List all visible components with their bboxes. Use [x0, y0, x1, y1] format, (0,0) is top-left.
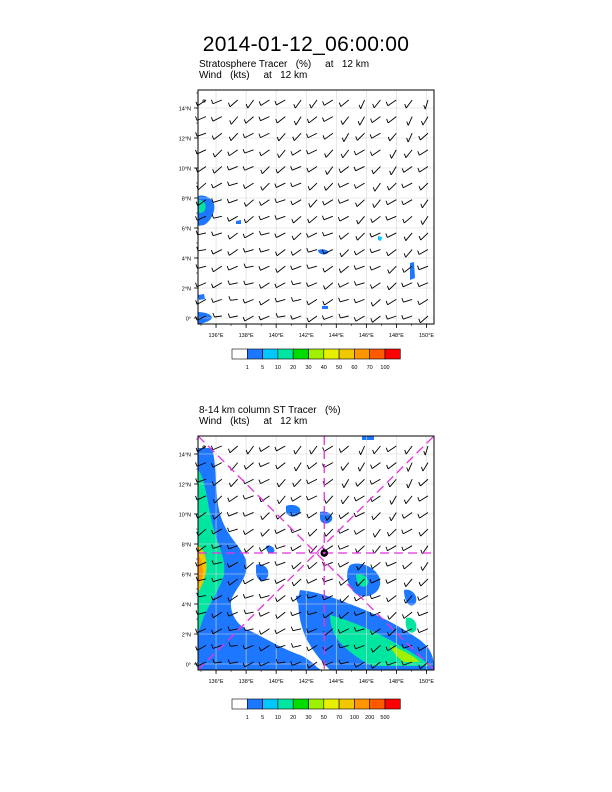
wind-barb-flag — [292, 582, 294, 586]
wind-barb-flag — [338, 563, 340, 567]
wind-barb — [326, 529, 333, 536]
wind-barb — [293, 629, 301, 631]
wind-barb — [260, 612, 269, 616]
wind-barb-flag — [291, 497, 293, 501]
lon-tick-label: 136°E — [208, 333, 224, 339]
wind-barb — [324, 463, 333, 468]
wind-barb-flag — [246, 450, 248, 454]
wind-barb — [356, 529, 365, 534]
wind-barb — [229, 529, 238, 532]
wind-barb-flag — [388, 483, 390, 487]
wind-barb — [261, 446, 270, 451]
wind-barb — [342, 596, 349, 603]
colorbar-label: 100 — [380, 365, 390, 371]
wind-barb — [276, 579, 285, 584]
wind-barb — [357, 546, 365, 553]
wind-barb-flag — [387, 465, 389, 469]
wind-barb — [388, 446, 397, 452]
wind-barb-flag — [402, 530, 404, 534]
wind-barb — [292, 496, 301, 501]
wind-barb-flag — [339, 515, 341, 519]
wind-barb-flag — [404, 500, 406, 504]
wind-barb — [344, 479, 349, 488]
wind-barb-flag — [354, 497, 356, 501]
wind-barb — [246, 562, 254, 569]
wind-barb-flag — [307, 514, 309, 518]
wind-barb-flag — [259, 447, 261, 451]
wind-barb — [261, 629, 270, 635]
colorbar-label: 40 — [320, 365, 327, 371]
wind-barb-flag — [259, 480, 261, 484]
lat-tick-label: 4°N — [181, 256, 191, 263]
wind-barb — [261, 596, 270, 599]
wind-barb — [404, 562, 412, 569]
wind-barb — [246, 546, 254, 553]
wind-barb — [276, 446, 285, 451]
wind-barb-flag — [291, 643, 293, 647]
colorbar-swatch — [324, 699, 339, 709]
wind-barb-flag — [402, 514, 404, 518]
wind-barb-flag — [196, 514, 198, 518]
wind-barb — [340, 562, 349, 567]
colorbar-swatch — [339, 699, 354, 709]
wind-barb-flag — [196, 496, 198, 500]
wind-barb — [372, 479, 381, 484]
wind-barb — [293, 645, 301, 647]
wind-barb — [343, 463, 349, 471]
wind-barb-flag — [196, 610, 198, 614]
wind-barb-flag — [243, 531, 245, 535]
wind-barb-flag — [228, 449, 230, 453]
wind-barb-flag — [354, 597, 356, 601]
lat-tick-label: 10°N — [178, 512, 191, 519]
colorbar-label: 70 — [366, 365, 373, 371]
wind-barb — [388, 463, 396, 469]
wind-barb-flag — [373, 450, 375, 454]
wind-barb-flag — [196, 646, 198, 650]
wind-barb — [406, 446, 412, 454]
wind-barb-flag — [259, 612, 261, 616]
lon-tick-label: 140°E — [268, 679, 284, 685]
wind-barb — [375, 529, 381, 537]
wind-barb — [294, 479, 301, 486]
panel1-subtitle-tracer: Stratosphere Tracer (%) at 12 km — [199, 59, 370, 70]
wind-barb-flag — [354, 513, 356, 517]
wind-barb — [389, 612, 396, 619]
colorbar-label: 60 — [351, 365, 358, 371]
wind-barb-flag — [277, 483, 279, 487]
wind-barb — [361, 446, 365, 455]
wind-barb-flag — [356, 482, 358, 486]
wind-barb-flag — [418, 612, 420, 616]
wind-barb-flag — [404, 599, 406, 603]
lon-tick-label: 142°E — [298, 679, 314, 685]
wind-barb-flag — [196, 448, 198, 452]
wind-barb — [279, 496, 285, 504]
wind-barb — [277, 612, 285, 618]
wind-barb — [277, 463, 285, 469]
colorbar-swatch — [385, 699, 400, 709]
wind-barb-flag — [278, 500, 280, 504]
wind-barb-flag — [294, 467, 296, 471]
wind-barb — [356, 496, 365, 501]
wind-barb — [276, 546, 285, 549]
wind-barb-flag — [339, 449, 341, 453]
wind-barb — [420, 479, 428, 486]
wind-barb — [406, 579, 412, 587]
wind-barb — [390, 479, 397, 487]
colorbar-swatch — [247, 699, 262, 709]
wind-barb — [372, 463, 380, 469]
colorbar-label: 50 — [320, 715, 327, 721]
lat-tick-label: 12°N — [178, 136, 191, 143]
colorbar-swatch — [278, 699, 293, 709]
wind-barb-flag — [424, 451, 426, 455]
wind-barb — [276, 629, 285, 634]
wind-barb — [391, 496, 396, 505]
wind-barb — [408, 463, 412, 472]
wind-barb — [421, 579, 428, 586]
colorbar-label: 20 — [290, 715, 297, 721]
colorbar-label: 70 — [336, 715, 343, 721]
wind-barb — [404, 612, 412, 618]
lat-tick-label: 6°N — [181, 226, 191, 233]
wind-barb-flag — [403, 565, 405, 569]
lat-tick-label: 14°N — [178, 452, 191, 459]
lon-tick-label: 148°E — [388, 679, 404, 685]
wind-barb — [343, 496, 349, 504]
wind-barb-flag — [390, 500, 392, 504]
tracer-cell-green — [406, 618, 417, 633]
wind-barb-flag — [342, 484, 344, 488]
wind-barb — [308, 512, 317, 518]
wind-barb — [296, 463, 301, 471]
wind-barb-flag — [386, 562, 388, 566]
lat-tick-label: 10°N — [178, 166, 191, 173]
wind-barb-flag — [243, 495, 245, 499]
wind-barb — [309, 562, 317, 569]
wind-barb — [372, 562, 380, 568]
wind-barb — [421, 529, 428, 536]
lat-tick-label: 0° — [185, 662, 191, 669]
wind-barb-flag — [407, 467, 409, 471]
wind-barb — [324, 579, 333, 582]
wind-barb — [373, 512, 380, 519]
wind-barb — [308, 496, 317, 500]
wind-barb — [388, 596, 396, 602]
wind-barb — [260, 562, 269, 566]
wind-barb-flag — [418, 597, 420, 601]
wind-barb — [387, 546, 396, 551]
lat-tick-label: 4°N — [181, 602, 191, 609]
wind-barb — [213, 446, 222, 450]
colorbar-label: 200 — [365, 715, 375, 721]
wind-barb-flag — [228, 528, 230, 532]
wind-barb — [310, 546, 317, 554]
wind-barb-flag — [307, 465, 309, 469]
colorbar-label: 5 — [261, 365, 265, 371]
lon-tick-label: 144°E — [328, 679, 344, 685]
lon-tick-label: 150°E — [418, 679, 435, 685]
colorbar-label: 50 — [336, 365, 343, 371]
panel2-subtitle-wind: Wind (kts) at 12 km — [199, 416, 308, 427]
wind-barb-flag — [402, 547, 404, 551]
wind-barb-flag — [292, 565, 294, 569]
wind-barb — [341, 512, 349, 518]
wind-barb — [292, 546, 301, 551]
wind-barb-flag — [405, 450, 407, 454]
wind-barb — [374, 546, 380, 554]
wind-barb-flag — [244, 548, 246, 552]
wind-barb-flag — [418, 629, 420, 633]
wind-barb — [294, 579, 301, 586]
wind-barb-flag — [419, 532, 421, 536]
wind-barb — [326, 496, 333, 504]
wind-barb-flag — [196, 577, 198, 581]
wind-barb-flag — [339, 581, 341, 585]
wind-barb-flag — [370, 480, 372, 484]
wind-barb — [248, 446, 254, 454]
wind-barb — [229, 496, 237, 502]
wind-barb — [357, 479, 364, 486]
colorbar-label: 10 — [274, 365, 281, 371]
wind-barb — [423, 463, 428, 471]
wind-barb-flag — [291, 612, 293, 616]
wind-barb-flag — [341, 467, 343, 471]
wind-barb-flag — [243, 594, 245, 598]
lon-tick-label: 142°E — [298, 333, 314, 339]
wind-barb-flag — [259, 463, 261, 467]
wind-barb-flag — [407, 484, 409, 488]
wind-barb — [260, 463, 269, 467]
lat-tick-label: 12°N — [178, 482, 191, 489]
wind-barb — [308, 479, 317, 484]
wind-barb — [374, 446, 380, 454]
wind-barb — [422, 562, 428, 570]
colorbar-swatch — [232, 699, 247, 709]
wind-barb — [403, 546, 412, 551]
colorbar-swatch — [293, 699, 308, 709]
wind-barb — [277, 596, 285, 602]
wind-barb-flag — [196, 629, 198, 633]
wind-barb — [340, 546, 349, 550]
wind-barb — [276, 529, 285, 533]
wind-barb-flag — [386, 448, 388, 452]
wind-barb-flag — [293, 483, 295, 487]
wind-barb — [246, 463, 254, 470]
wind-barb-flag — [421, 467, 423, 471]
lon-tick-label: 136°E — [208, 679, 224, 685]
wind-barb — [389, 529, 396, 536]
wind-barb — [408, 479, 412, 488]
colorbar-swatch — [309, 699, 324, 709]
wind-barb — [403, 529, 412, 534]
wind-barb-flag — [228, 498, 230, 502]
lat-tick-label: 0° — [185, 316, 191, 323]
page-title: 2014-01-12_06:00:00 — [202, 33, 410, 56]
lon-tick-label: 140°E — [268, 333, 284, 339]
colorbar-label: 1 — [245, 715, 249, 721]
wind-barb-flag — [259, 548, 261, 552]
wind-barb — [230, 446, 238, 453]
wind-barb-flag — [291, 597, 293, 601]
wind-barb — [360, 463, 365, 472]
wind-barb-flag — [307, 647, 309, 651]
wind-barb-flag — [196, 478, 198, 482]
wind-barb-flag — [196, 562, 198, 566]
panel2-subtitle-tracer: 8-14 km column ST Tracer (%) — [199, 405, 341, 416]
wind-barb-flag — [418, 497, 420, 501]
wind-barb-flag — [356, 549, 358, 553]
wind-barb-flag — [354, 530, 356, 534]
wind-barb-flag — [387, 532, 389, 536]
tracer-cell — [286, 505, 300, 517]
lon-tick-label: 138°E — [238, 333, 254, 339]
wind-barb — [406, 496, 412, 504]
wind-barb-flag — [419, 582, 421, 586]
wind-barb-flag — [390, 517, 392, 521]
lat-tick-label: 8°N — [181, 542, 191, 549]
wind-barb-flag — [338, 545, 340, 549]
wind-barb — [310, 529, 317, 536]
wind-barb-flag — [388, 615, 390, 619]
panel2-colorbar — [0, 690, 612, 730]
wind-barb-flag — [261, 516, 263, 520]
wind-barb — [262, 512, 269, 519]
wind-barb-flag — [229, 483, 231, 487]
lat-tick-label: 2°N — [181, 286, 191, 293]
wind-barb-flag — [310, 450, 312, 454]
wind-barb-flag — [418, 514, 420, 518]
wind-barb — [262, 529, 269, 536]
wind-barb-flag — [244, 610, 246, 614]
colorbar-label: 500 — [380, 715, 390, 721]
wind-barb — [309, 463, 317, 469]
colorbar-swatch — [370, 699, 385, 709]
colorbar-label: 20 — [290, 365, 297, 371]
lon-tick-label: 144°E — [328, 333, 344, 339]
wind-barb-flag — [291, 627, 293, 631]
wind-barb — [276, 562, 285, 565]
wind-barb — [325, 479, 333, 485]
wind-barb — [387, 579, 396, 584]
wind-barb — [404, 512, 412, 518]
wind-barb — [340, 529, 349, 533]
lat-tick-label: 14°N — [178, 106, 191, 113]
colorbar-label: 30 — [305, 365, 312, 371]
wind-barb — [246, 612, 254, 614]
wind-barb — [387, 562, 396, 566]
wind-barb — [261, 496, 269, 502]
lon-tick-label: 146°E — [358, 679, 374, 685]
wind-barb-flag — [371, 465, 373, 469]
wind-barb-flag — [373, 533, 375, 537]
wind-barb-flag — [307, 496, 309, 500]
wind-barb-flag — [294, 450, 296, 454]
wind-barb-flag — [308, 565, 310, 569]
wind-barb — [279, 479, 286, 487]
lon-tick-label: 148°E — [388, 333, 404, 339]
colorbar-swatch — [263, 699, 278, 709]
lat-tick-label: 2°N — [181, 632, 191, 639]
colorbar-label: 30 — [305, 715, 312, 721]
wind-barb-flag — [307, 579, 309, 583]
lon-tick-label: 146°E — [358, 333, 374, 339]
tracer-cell — [362, 436, 374, 440]
panel1-subtitle-wind: Wind (kts) at 12 km — [199, 70, 308, 81]
wind-barb-flag — [307, 480, 309, 484]
colorbar-label: 1 — [245, 365, 249, 371]
wind-barb-flag — [196, 462, 198, 466]
wind-barb-flag — [386, 579, 388, 583]
wind-barb-flag — [387, 598, 389, 602]
storm-center-dot — [323, 552, 326, 555]
wind-barb-flag — [358, 467, 360, 471]
wind-barb-flag — [421, 567, 423, 571]
wind-barb — [260, 479, 269, 483]
wind-barb — [295, 446, 301, 454]
lat-tick-label: 6°N — [181, 572, 191, 579]
wind-barb-flag — [402, 614, 404, 618]
wind-barb — [231, 479, 238, 486]
colorbar-swatch — [354, 699, 369, 709]
wind-barb-flag — [259, 594, 261, 598]
lon-tick-label: 150°E — [418, 333, 435, 339]
colorbar-label: 100 — [349, 715, 359, 721]
wind-barb-flag — [372, 516, 374, 520]
wind-barb-flag — [244, 465, 246, 469]
lon-tick-label: 138°E — [238, 679, 254, 685]
wind-barb-flag — [308, 532, 310, 536]
wind-barb-flag — [243, 580, 245, 584]
wind-barb — [341, 446, 349, 453]
wind-barb-flag — [386, 547, 388, 551]
wind-barb-flag — [404, 583, 406, 587]
tracer-cell — [256, 564, 268, 581]
colorbar-label: 5 — [261, 715, 265, 721]
wind-barb-flag — [196, 548, 198, 552]
wind-barb-flag — [291, 547, 293, 551]
wind-barb-flag — [370, 595, 372, 599]
wind-barb-flag — [261, 532, 263, 536]
wind-barb — [311, 446, 317, 454]
wind-barb — [372, 596, 381, 599]
lat-tick-label: 8°N — [181, 196, 191, 203]
wind-barb — [324, 446, 333, 451]
wind-barb-flag — [341, 500, 343, 504]
colorbar-label: 10 — [274, 715, 281, 721]
wind-barb — [308, 579, 317, 583]
wind-barb — [356, 512, 365, 516]
